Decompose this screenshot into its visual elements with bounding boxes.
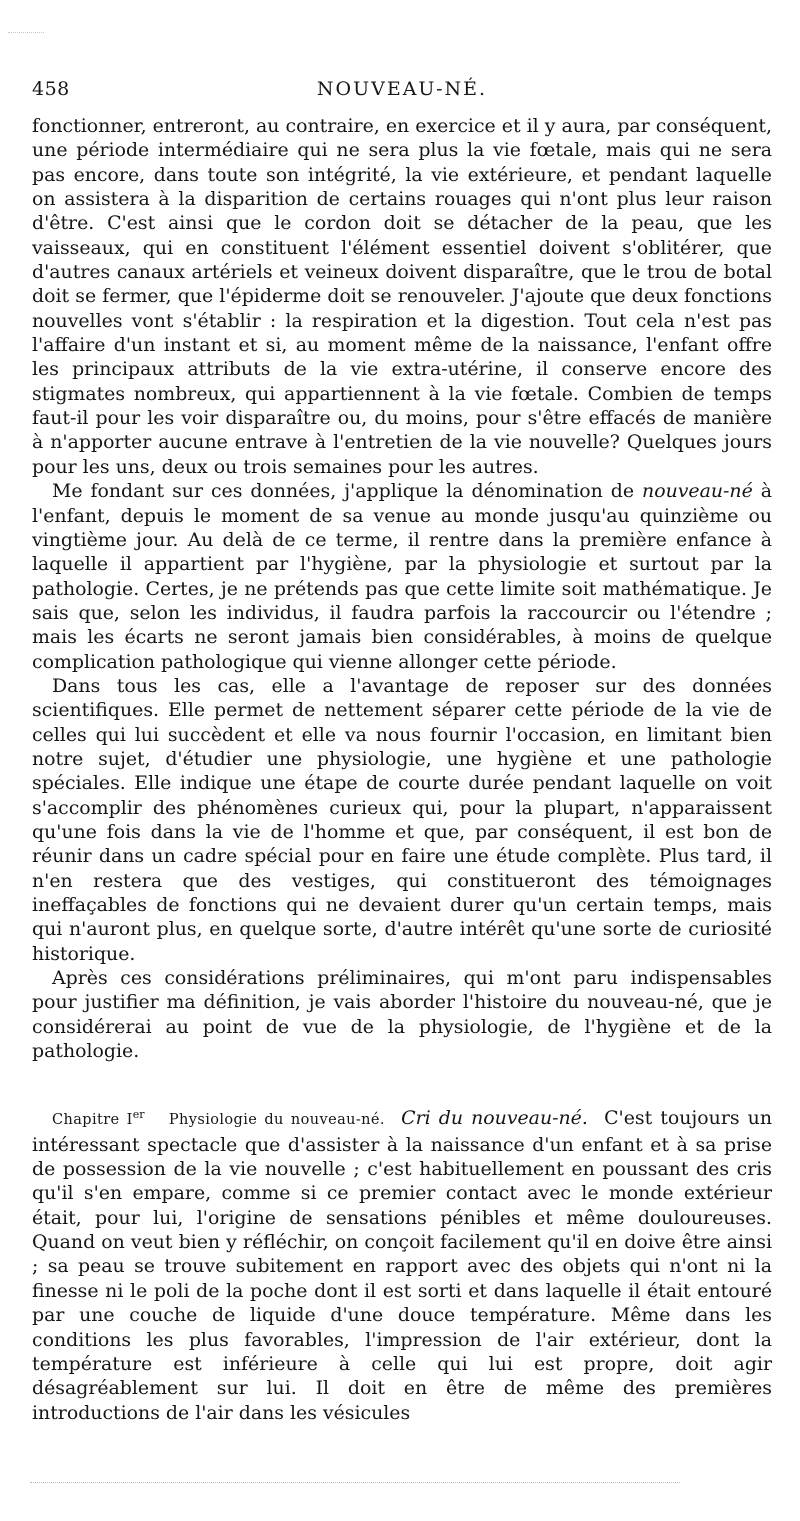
chapter-text: C'est toujours un intéressant spectacle que d'assister à la naissance d'un enfant et à sa prise de possession de la vie nouvelle ; c'est habituellement en poussant des cris qu'il s'en empare, comme si ce premier contact avec le monde extérieur était, pour lui, l'origine de sensations pénibles et même douloureuses. Quand on veut bien y réfléchir, on conçoit facilement qu'il en doive être ainsi ; sa peau se trouve subitement en rapport avec des objets qui n'ont ni la finesse ni le poli de la poche dont il est sorti et dans laquelle il était entouré par une couche de liquide d'une douce température. Même dans les conditions les plus favorables, l'impression de l'air extérieur, dont la température est inférieure à celle qui lui est propre, doit agir désagréablement sur lui. Il doit en être de même des premières introductions de l'air dans les vésicules: [32, 1107, 772, 1424]
body-text: [32, 114, 772, 1425]
running-title: NOUVEAU-NÉ.: [316, 78, 488, 100]
page-number: 458: [32, 78, 70, 100]
chapter-label-superscript: er: [132, 1108, 145, 1122]
chapter-opening: [32, 1103, 772, 1424]
paragraph-scientific-basis: Dans tous les cas, elle a l'avantage de reposer sur des données scientifiques. Elle permet de nettement séparer cette période de la vie de celles qui lui succèdent et elle va nous fournir l'occasion, en limitant bien notre sujet, d'étudier une physiologie, une hygiène et une pathologie spéciales. Elle indique une étape de courte durée pendant laquelle on voit s'accomplir des phénomènes curieux qui, pour la plupart, n'apparaissent qu'une fois dans la vie de l'homme et que, par conséquent, il est bon de réunir dans un cadre spécial pour en faire une étude complète. Plus tard, il n'en restera que des vestiges, qui constitueront des témoignages ineffaçables de fonctions qui ne devaient durer qu'un certain temps, mais qui n'auront plus, en quelque sorte, d'autre intérêt qu'une sorte de curiosité historique.: [32, 674, 772, 965]
chapter-title: Physiologie du nouveau-né.: [168, 1112, 385, 1129]
chapter-label: Chapitre I: [52, 1112, 133, 1129]
term-nouveau-ne: nouveau-né: [642, 480, 753, 503]
book-page: [32, 0, 772, 1521]
paragraph-preliminary-conclusion: Après ces considérations préliminaires, qui m'ont paru indispensables pour justifier ma définition, je vais aborder l'histoire du nouveau-né, que je considérerai au point de vue de la physiologie, de l'hygiène et de la pathologie.: [32, 967, 772, 1063]
paragraph-definition: [32, 479, 772, 674]
paragraph-definition-rest: à l'enfant, depuis le moment de sa venue au monde jusqu'au quinzième ou vingtième jour. Au delà de ce terme, il rentre dans la première enfance à laquelle il appartient par l'hygiène, par la physiologie et surtout par la pathologie. Certes, je ne prétends pas que cette limite soit mathématique. Je sais que, selon les individus, il faudra parfois la raccourcir ou l'étendre ; mais les écarts ne seront jamais bien considérables, à moins de quelque complication pathologique qui vienne allonger cette période.: [32, 480, 772, 673]
paragraph-definition-lead: Me fondant sur ces données, j'applique la dénomination de: [52, 480, 643, 503]
bottom-scan-rule: [30, 1482, 680, 1483]
running-head: [32, 78, 772, 102]
paragraph-continuation: fonctionner, entreront, au contraire, en exercice et il y aura, par conséquent, une période intermédiaire qui ne sera plus la vie fœtale, mais qui ne sera pas encore, dans toute son intégrité, la vie extérieure, et pendant laquelle on assistera à la disparition de certains rouages qui n'ont plus leur raison d'être. C'est ainsi que le cordon doit se détacher de la peau, que les vaisseaux, qui en constituent l'élément essentiel doivent s'oblitérer, que d'autres canaux artériels et veineux doivent disparaître, que le trou de botal doit se fermer, que l'épiderme doit se renouveler. J'ajoute que deux fonctions nouvelles vont s'établir : la respiration et la digestion. Tout cela n'est pas l'affaire d'un instant et si, au moment même de la naissance, l'enfant offre les principaux attributs de la vie extra-utérine, il conserve encore des stigmates nombreux, qui appartiennent à la vie fœtale. Combien de temps faut-il pour les voir disparaître ou, du moins, pour s'être effacés de manière à n'apporter aucune entrave à l'entretien de la vie nouvelle? Quelques jours pour les uns, deux ou trois semaines pour les autres.: [32, 115, 772, 478]
chapter-subtitle: Cri du nouveau-né.: [401, 1107, 588, 1130]
